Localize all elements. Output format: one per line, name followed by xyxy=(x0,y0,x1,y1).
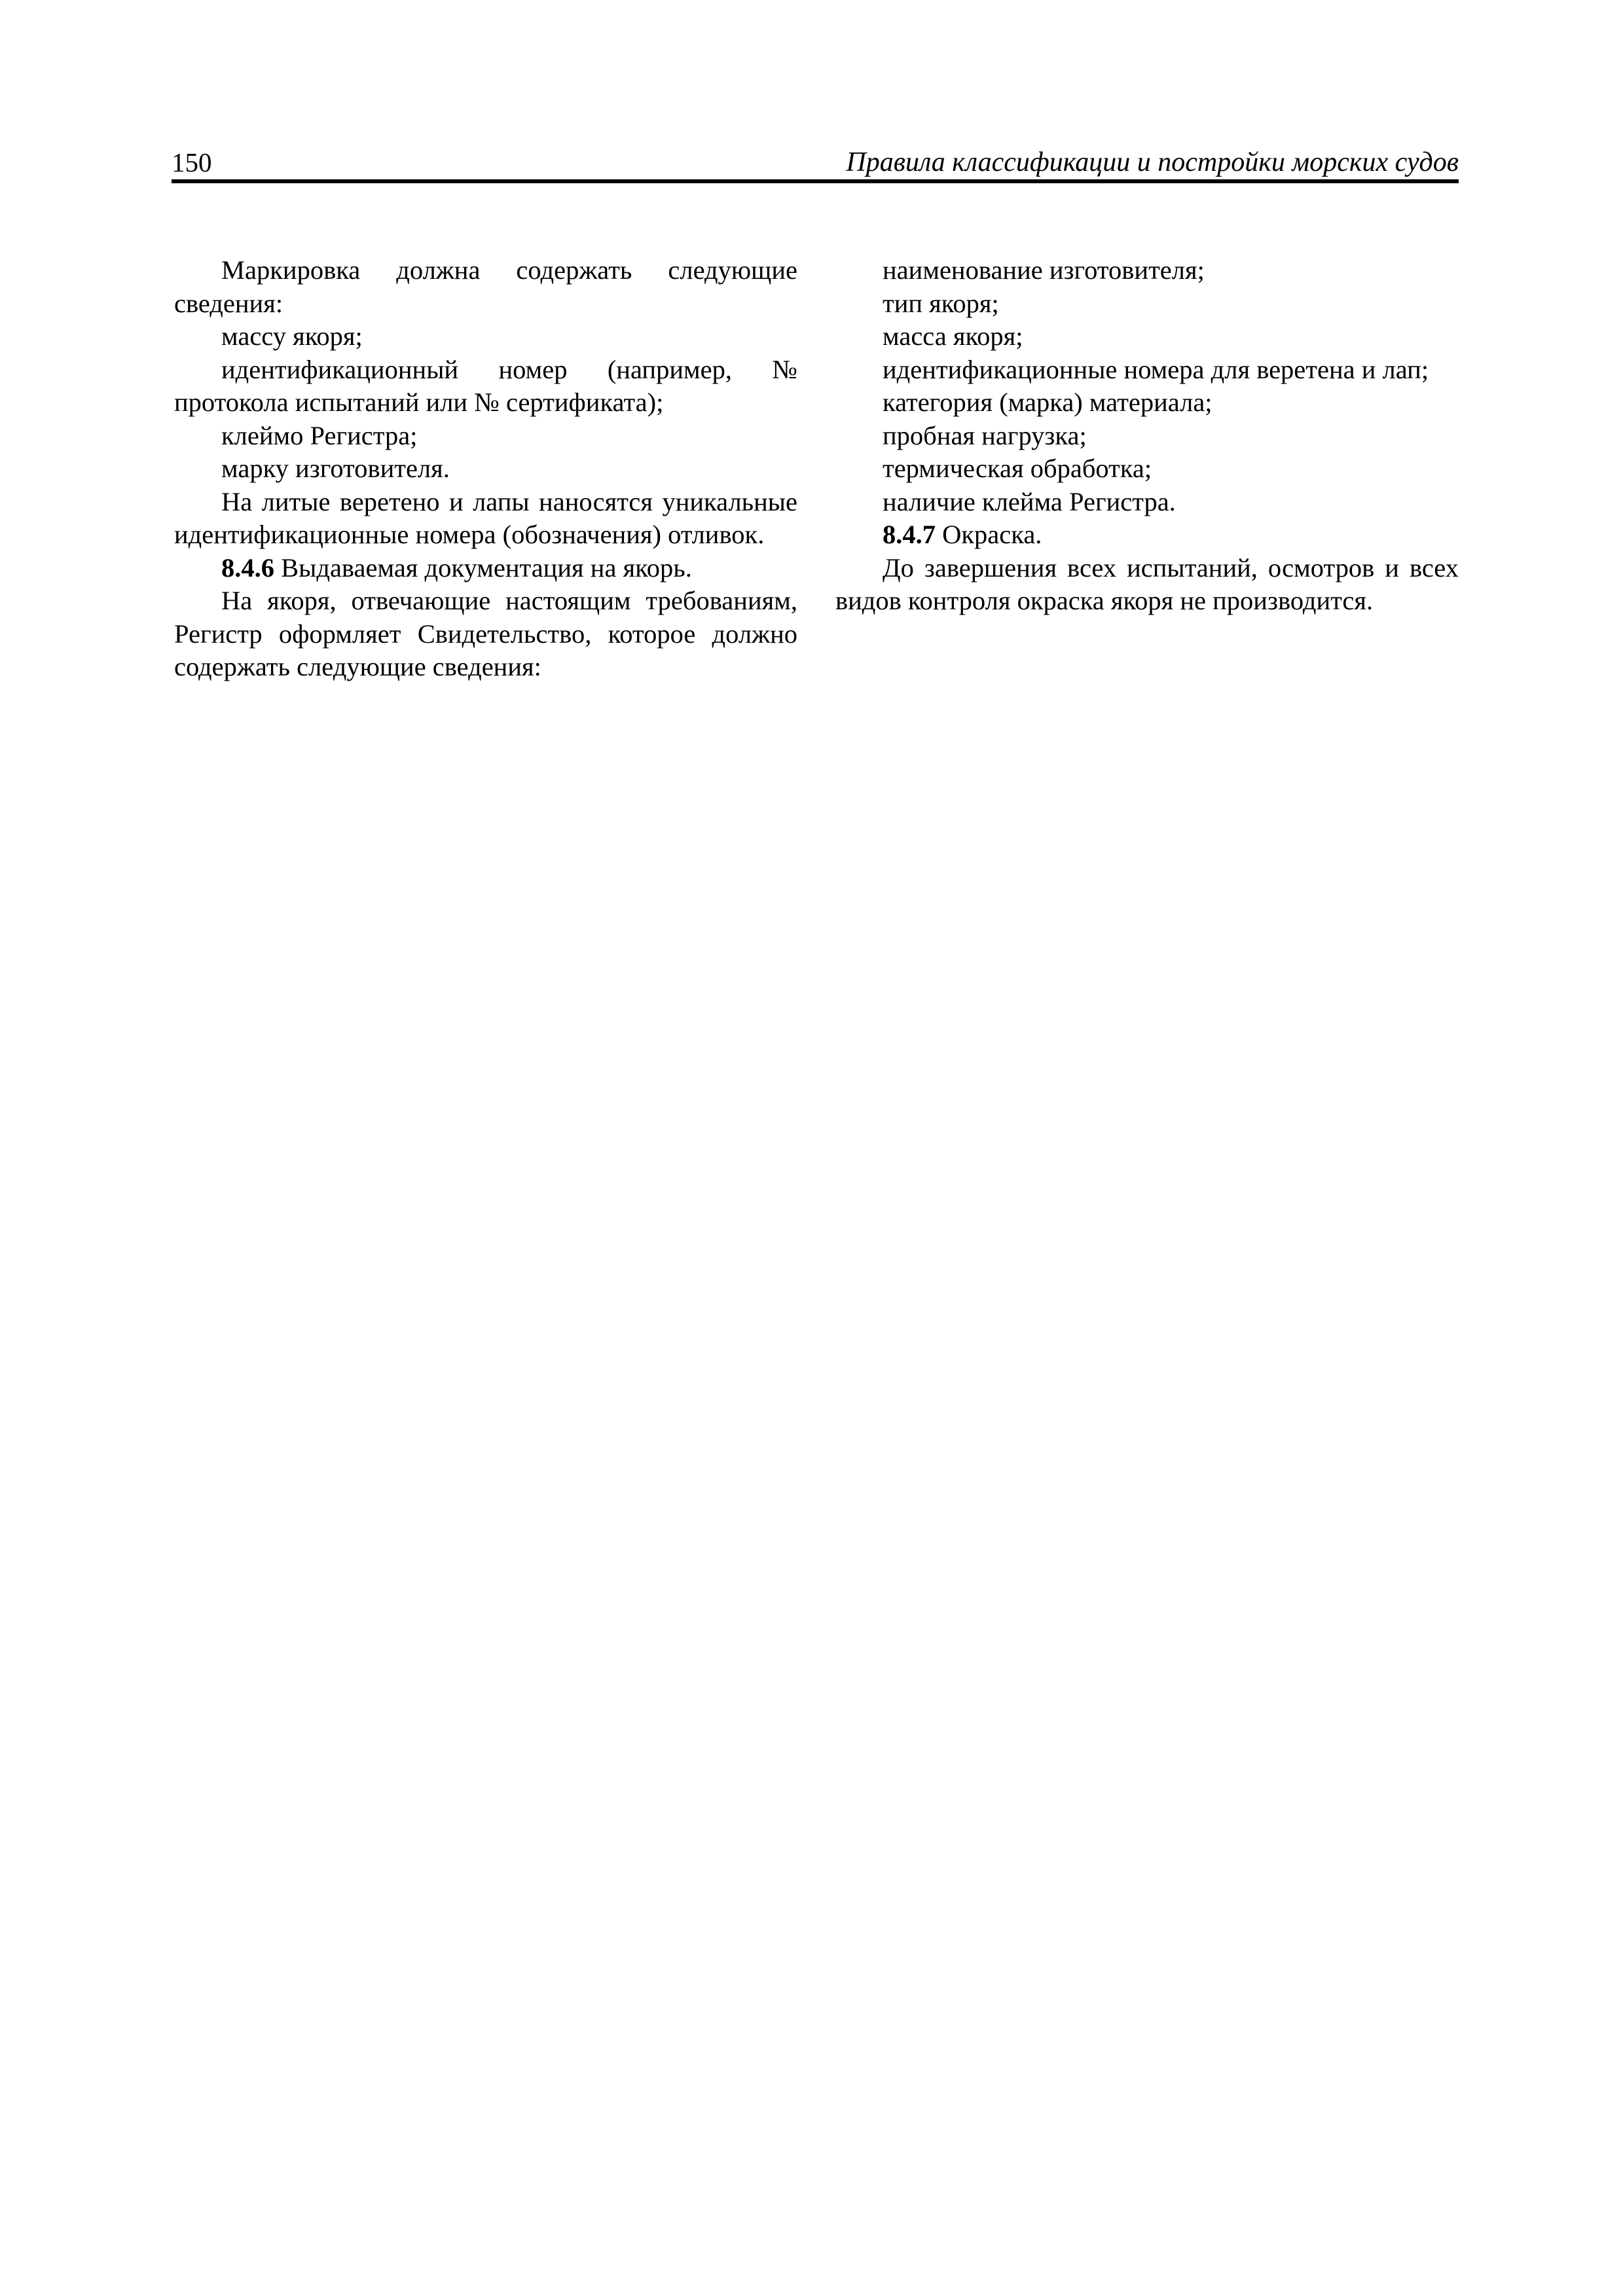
list-item-material-grade: категория (марка) материала; xyxy=(883,387,1213,417)
list-item-anchor-mass: масса якоря; xyxy=(883,321,1023,351)
section-title: Окраска. xyxy=(936,520,1042,549)
paragraph-certificate: На якоря, отвечающие настоящим требованиям, Регистр оформляет Свидетельство, которое должно содержать следующие сведения: xyxy=(174,586,797,681)
paragraph-marking-intro: Маркировка должна содержать следующие сведения: xyxy=(174,255,797,318)
list-item-manufacturer-name: наименование изготовителя; xyxy=(883,255,1205,285)
section-heading-8-4-7 xyxy=(835,518,1459,552)
paragraph-painting: До завершения всех испытаний, осмотров и всех видов контроля окраска якоря не производится. xyxy=(835,552,1459,615)
list-item-anchor-type: тип якоря; xyxy=(883,288,999,318)
left-column xyxy=(174,254,797,684)
section-heading-8-4-6 xyxy=(174,552,797,585)
section-number: 8.4.6 xyxy=(221,552,274,583)
header-rule xyxy=(172,179,1459,183)
page-number: 150 xyxy=(172,147,212,177)
list-item-register-stamp: клеймо Регистра; xyxy=(221,420,418,450)
section-title: Выдаваемая документация на якорь. xyxy=(274,552,692,583)
list-item-heat-treatment: термическая обработка; xyxy=(883,454,1152,483)
list-item-manufacturer-mark: марку изготовителя. xyxy=(221,454,450,483)
list-item-identification-number: идентификационный номер (например, № протокола испытаний или № сертификата); xyxy=(174,354,797,417)
paragraph-cast-parts: На литые веретено и лапы наносятся уникальные идентификационные номера (обозначения) отливок. xyxy=(174,486,797,549)
running-title: Правила классификации и постройки морских судов xyxy=(846,147,1459,177)
running-header xyxy=(172,137,1459,182)
section-number: 8.4.7 xyxy=(883,520,936,549)
right-column xyxy=(835,254,1459,618)
list-item-anchor-mass: массу якоря; xyxy=(221,321,363,351)
list-item-shank-fluke-numbers: идентификационные номера для веретена и лап; xyxy=(883,354,1429,384)
list-item-proof-load: пробная нагрузка; xyxy=(883,420,1087,450)
list-item-register-stamp-presence: наличие клейма Регистра. xyxy=(883,486,1176,516)
